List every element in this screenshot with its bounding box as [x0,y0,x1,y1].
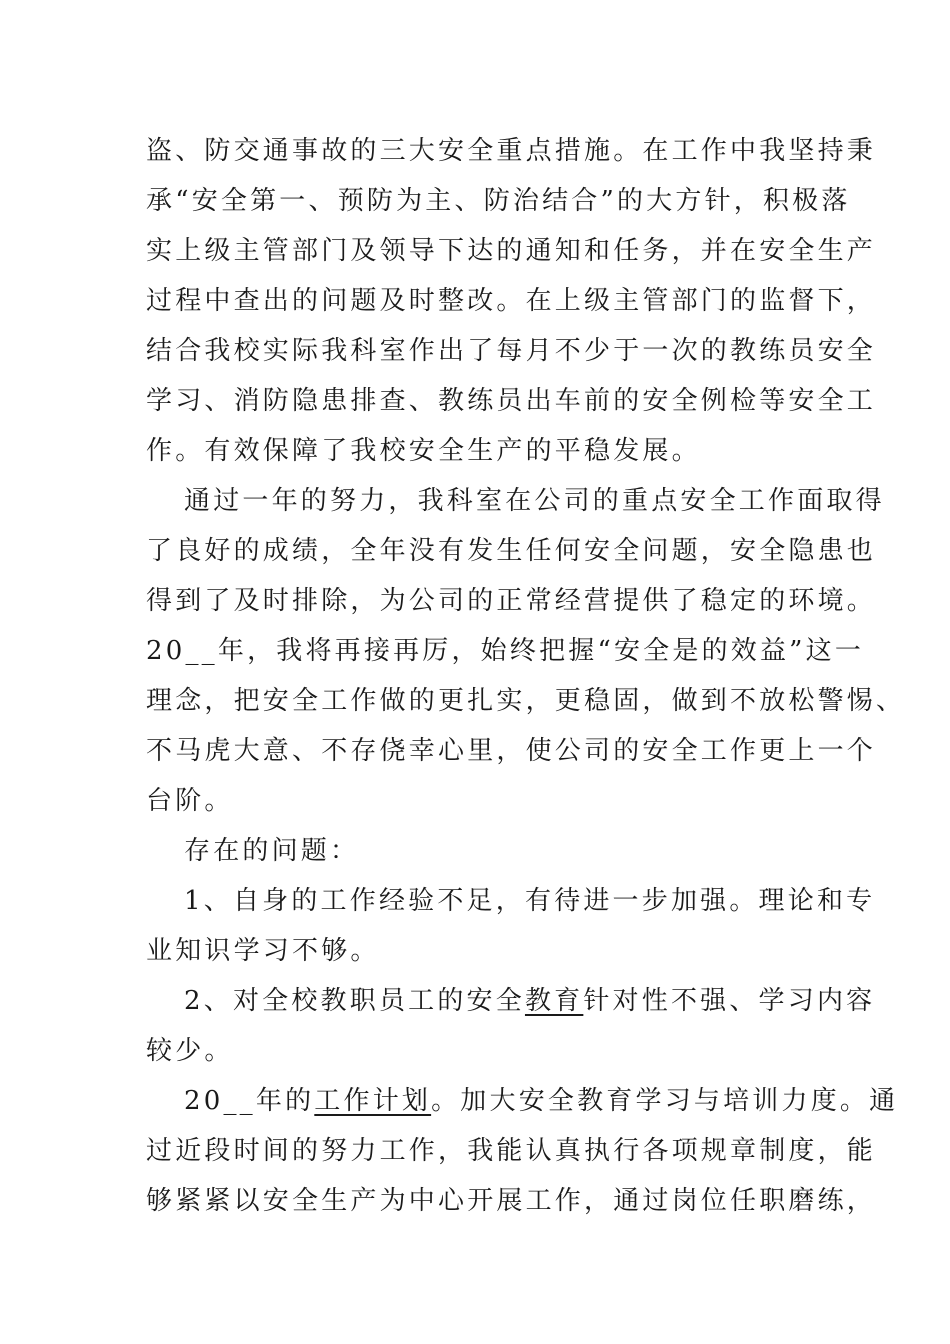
section-heading: 存在的问题： [184,836,360,866]
text-line: 业知识学习不够。 [146,936,380,966]
text-line: 过程中查出的问题及时整改。在上级主管部门的监督下， [146,286,877,316]
text-line: 了良好的成绩，全年没有发生任何安全问题，安全隐患也 [146,536,877,566]
text-line: 理念，把安全工作做的更扎实，更稳固，做到不放松警惕、 [146,686,906,716]
text-line: 结合我校实际我科室作出了每月不少于一次的教练员安全 [146,336,877,366]
text-span: 。加大安全教育学习与培训力度。通 [431,1086,899,1116]
text-line: 学习、消防隐患排查、教练员出车前的安全例检等安全工 [146,386,877,416]
text-line: 够紧紧以安全生产为中心开展工作，通过岗位任职磨练， [146,1186,877,1216]
paragraph-first-line: 通过一年的努力，我科室在公司的重点安全工作面取得 [184,486,885,516]
text-span: 20__年的 [184,1086,315,1116]
text-span: 针对性不强、学习内容 [583,986,876,1016]
text-line: 得到了及时排除，为公司的正常经营提供了稳定的环境。 [146,586,877,616]
text-line: 实上级主管部门及领导下达的通知和任务，并在安全生产 [146,236,877,266]
text-line: 20__年，我将再接再厉，始终把握“安全是的效益”这一 [146,636,865,666]
list-item-1: 1、自身的工作经验不足，有待进一步加强。理论和专 [184,886,876,916]
text-line: 作。有效保障了我校安全生产的平稳发展。 [146,436,701,466]
text-line: 较少。 [146,1036,234,1066]
list-item-2 [184,983,950,1019]
work-plan-link[interactable]: 工作计划 [314,1086,432,1116]
text-line: 台阶。 [146,786,234,816]
text-span: 2、对全校教职员工的安全 [184,986,525,1016]
text-line: 盗、防交通事故的三大安全重点措施。在工作中我坚持秉 [146,136,877,166]
paragraph-first-line [184,1083,950,1119]
text-line: 承“安全第一、预防为主、防治结合”的大方针，积极落 [146,186,851,216]
text-line: 过近段时间的努力工作，我能认真执行各项规章制度，能 [146,1136,877,1166]
education-link[interactable]: 教育 [524,986,584,1016]
text-line: 不马虎大意、不存侥幸心里，使公司的安全工作更上一个 [146,736,877,766]
